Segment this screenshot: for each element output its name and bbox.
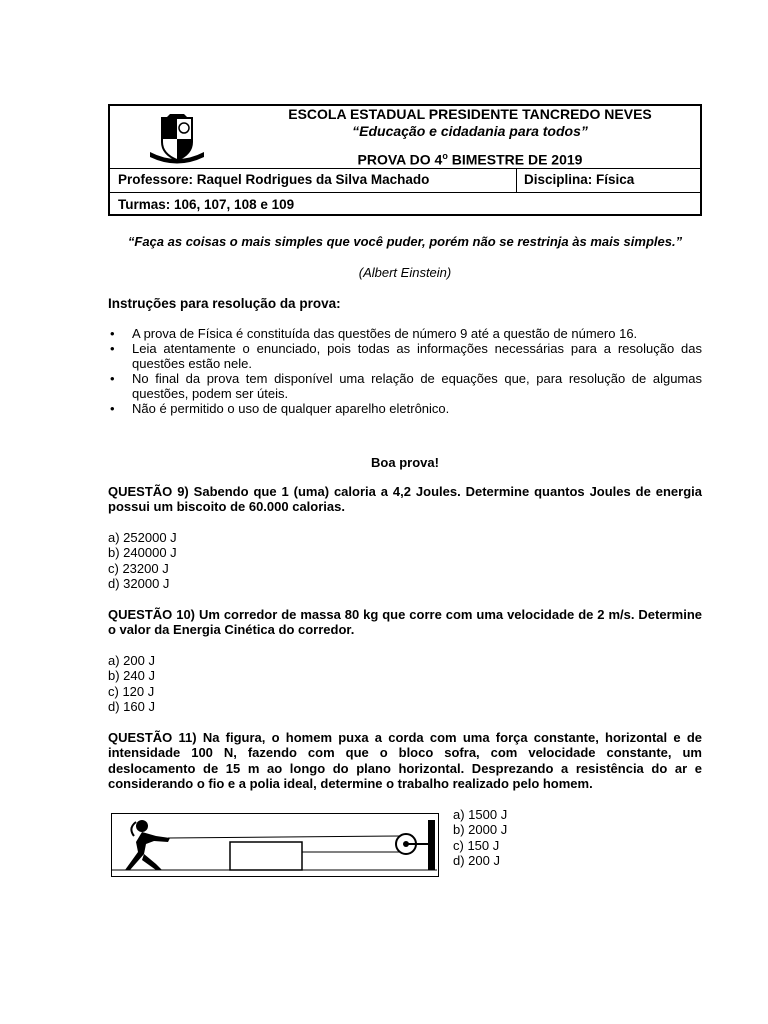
man-pulling-rope-illustration bbox=[112, 814, 437, 875]
instructions-title: Instruções para resolução da prova: bbox=[108, 296, 341, 311]
question-10-options bbox=[108, 653, 155, 714]
option-a: a) 1500 J bbox=[453, 807, 508, 822]
header-top-row bbox=[110, 106, 700, 169]
school-motto: “Educação e cidadania para todos” bbox=[352, 123, 588, 139]
instruction-item: • A prova de Física é constituída das questões de número 9 até a questão de número 16. bbox=[108, 326, 702, 341]
option-d: d) 32000 J bbox=[108, 575, 170, 591]
pulley-figure bbox=[111, 813, 439, 877]
exam-title-prefix: PROVA DO 4 bbox=[357, 151, 443, 168]
professor-name: Professore: Raquel Rodrigues da Silva Machado bbox=[118, 172, 430, 187]
instruction-item: • Leia atentamente o enunciado, pois todas as informações necessárias para a resolução das questões estão nele. bbox=[108, 341, 702, 371]
school-name: ESCOLA ESTADUAL PRESIDENTE TANCREDO NEVES bbox=[288, 106, 652, 122]
epigraph-author: (Albert Einstein) bbox=[358, 265, 452, 280]
classes-label: Turmas: 106, 107, 108 e 109 bbox=[118, 197, 295, 212]
option-c: c) 120 J bbox=[108, 683, 155, 699]
epigraph-quote: “Faça as coisas o mais simples que você puder, porém não se restrinja às mais simples.” bbox=[127, 234, 683, 249]
option-b: b) 240 J bbox=[108, 668, 155, 684]
header-professor-row bbox=[110, 168, 700, 193]
question-11-options bbox=[453, 807, 507, 868]
exam-title-ordinal: o bbox=[442, 151, 448, 161]
question-11-number: QUESTÃO 11 bbox=[108, 730, 193, 745]
option-c: c) 150 J bbox=[453, 837, 500, 853]
option-d: d) 160 J bbox=[108, 698, 155, 714]
instruction-item: • Não é permitido o uso de qualquer aparelho eletrônico. bbox=[108, 401, 702, 416]
option-a: a) 252000 J bbox=[108, 530, 177, 545]
question-9: QUESTÃO 9) Sabendo que 1 (uma) caloria a 4,2 Joules. Determine quantos Joules de energia possui um biscoito de 60.000 calorias. bbox=[108, 484, 702, 515]
question-11-text: ) Na figura, o homem puxa a corda com uma força constante, horizontal e de intensidade 100 N, fazendo com que o bloco sofra, com velocidade constante, um deslocamento de 15 m ao longo do plano horizontal. Desprezando a resistência do ar e considerando o fio e a polia ideal, determine o trabalho realizado pelo homem. bbox=[108, 730, 703, 791]
option-d: d) 200 J bbox=[453, 852, 500, 868]
question-9-options bbox=[108, 530, 177, 591]
exam-title-suffix: BIMESTRE DE 2019 bbox=[447, 151, 583, 168]
instruction-item: • No final da prova tem disponível uma relação de equações que, para resolução de algumas questões, podem ser úteis. bbox=[108, 371, 702, 401]
exam-title bbox=[230, 151, 710, 168]
greeting: Boa prova! bbox=[371, 455, 439, 470]
question-10: QUESTÃO 10) Um corredor de massa 80 kg que corre com uma velocidade de 2 m/s. Determine o valor da Energia Cinética do corredor. bbox=[108, 607, 702, 638]
option-a: a) 200 J bbox=[108, 653, 155, 668]
instructions-list bbox=[108, 326, 702, 416]
question-11 bbox=[108, 730, 702, 791]
exam-header bbox=[108, 104, 702, 216]
option-b: b) 2000 J bbox=[453, 822, 508, 838]
discipline-label: Disciplina: Física bbox=[524, 172, 635, 187]
school-crest-logo bbox=[148, 112, 206, 164]
header-divider bbox=[516, 168, 517, 192]
option-b: b) 240000 J bbox=[108, 545, 177, 561]
option-c: c) 23200 J bbox=[108, 560, 169, 576]
